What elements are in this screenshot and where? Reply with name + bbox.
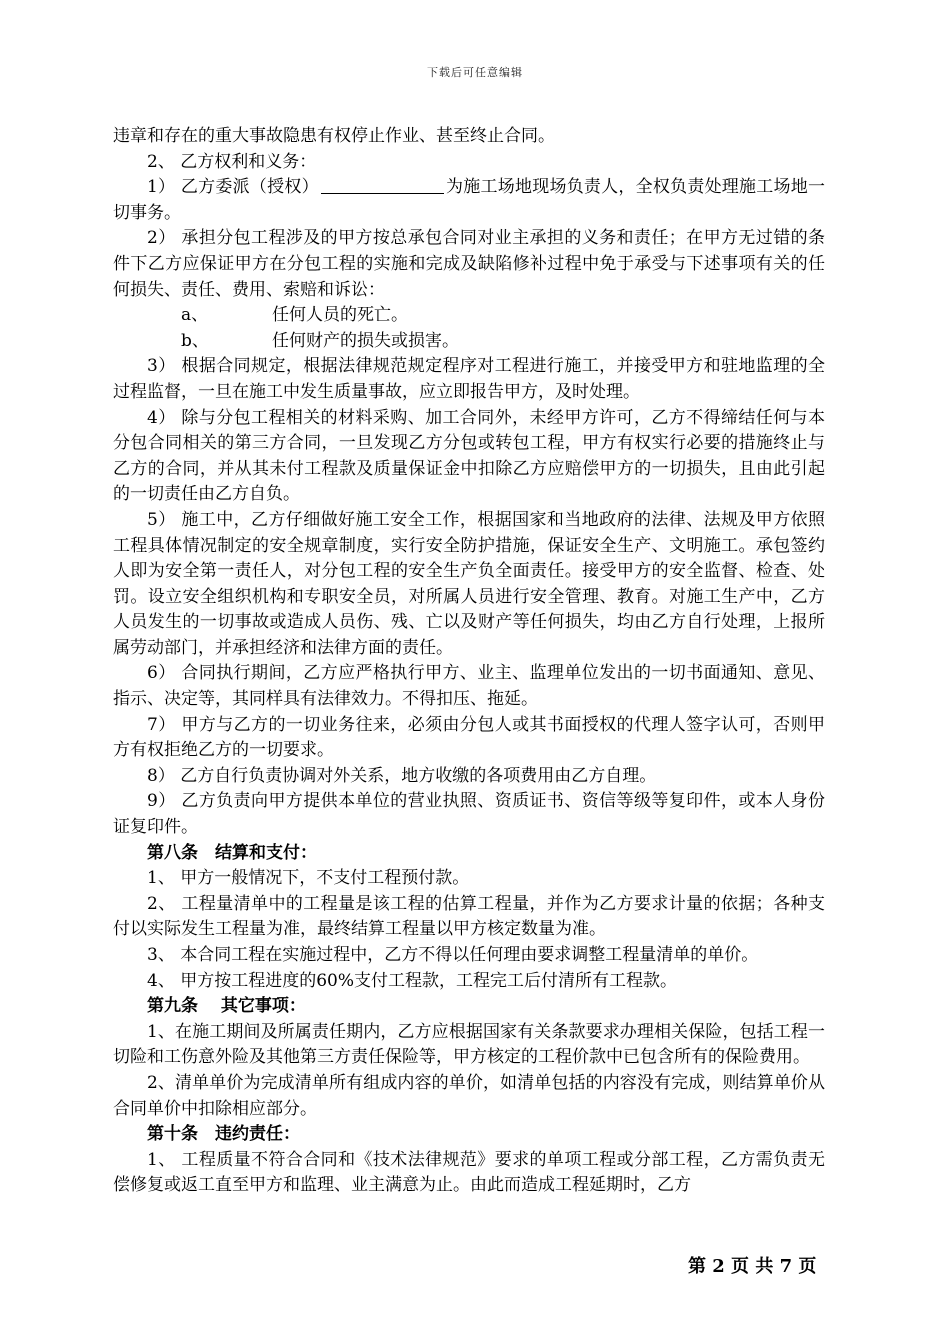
list-item-text: 任何财产的损失或损害。 xyxy=(272,330,459,351)
paragraph-text: 1） 乙方委派（授权） xyxy=(147,177,319,198)
list-item-label: b、 xyxy=(181,330,209,351)
paragraph xyxy=(113,175,825,226)
article-heading-8: 第八条 结算和支付： xyxy=(147,842,317,863)
paragraph: 9） 乙方负责向甲方提供本单位的营业执照、资质证书、资信等级等复印件，或本人身份证复印件。 xyxy=(113,791,825,838)
paragraph: 6） 合同执行期间，乙方应严格执行甲方、业主、监理单位发出的一切书面通知、意见、指示、决定等，其同样具有法律效力。不得扣压、拖延。 xyxy=(113,663,825,710)
paragraph: 3、 本合同工程在实施过程中，乙方不得以任何理由要求调整工程量清单的单价。 xyxy=(147,945,759,965)
paragraph: 1、 工程质量不符合合同和《技术法律规范》要求的单项工程或分部工程，乙方需负责无偿修复或返工直至甲方和监理、业主满意为止。由此而造成工程延期时，乙方 xyxy=(113,1149,825,1196)
paragraph: 4、 甲方按工程进度的60%支付工程款，工程完工后付清所有工程款。 xyxy=(147,970,678,991)
paragraph: 1、 甲方一般情况下，不支付工程预付款。 xyxy=(147,868,470,889)
article-heading-9: 第九条 其它事项： xyxy=(147,996,306,1017)
list-item xyxy=(113,303,825,329)
paragraph: 2、 工程量清单中的工程量是该工程的估算工程量，并作为乙方要求计量的依据；各种支付以实际发生工程量为准，最终结算工程量以甲方核定数量为准。 xyxy=(113,893,825,940)
list-item-text: 任何人员的死亡。 xyxy=(272,305,408,326)
section-heading: 2、 乙方权利和义务： xyxy=(147,151,317,172)
paragraph-text: 为施工场地现场负责人，全权负责处理施工场地一切事务。 xyxy=(113,177,825,223)
page-number: 第 2 页 共 7 页 xyxy=(688,1256,817,1277)
document-body xyxy=(113,124,825,1199)
paragraph: 4） 除与分包工程相关的材料采购、加工合同外，未经甲方许可，乙方不得缔结任何与本分包合同相关的第三方合同，一旦发现乙方分包或转包工程，甲方有权实行必要的措施终止与乙方的合同，并从其未付工程款及质量保证金中扣除乙方应赔偿甲方的一切损失，且由此引起的一切责任由乙方自负。 xyxy=(113,407,825,505)
article-heading-10: 第十条 违约责任： xyxy=(147,1124,300,1145)
paragraph: 2） 承担分包工程涉及的甲方按总承包合同对业主承担的义务和责任；在甲方无过错的条件下乙方应保证甲方在分包工程的实施和完成及缺陷修补过程中免于承受与下述事项有关的任何损失、责任、费用、索赔和诉讼： xyxy=(113,228,825,300)
list-item-label: a、 xyxy=(181,305,209,326)
paragraph: 7） 甲方与乙方的一切业务往来，必须由分包人或其书面授权的代理人签字认可，否则甲方有权拒绝乙方的一切要求。 xyxy=(113,714,825,761)
list-item xyxy=(113,329,825,355)
page-header-note: 下载后可任意编辑 xyxy=(427,66,523,79)
paragraph: 5） 施工中，乙方仔细做好施工安全工作，根据国家和当地政府的法律、法规及甲方依照工程具体情况制定的安全规章制度，实行安全防护措施，保证安全生产、文明施工。承包签约人即为安全第一责任人，对分包工程的安全生产负全面责任。接受甲方的安全监督、检查、处罚。设立安全组织机构和专职安全员，对所属人员进行安全管理、教育。对施工生产中，乙方人员发生的一切事故或造成人员伤、残、亡以及财产等任何损失，均由乙方自行处理，上报所属劳动部门，并承担经济和法律方面的责任。 xyxy=(113,509,825,658)
paragraph: 违章和存在的重大事故隐患有权停止作业、甚至终止合同。 xyxy=(113,126,555,146)
fill-in-blank xyxy=(321,175,444,194)
paragraph: 3） 根据合同规定，根据法律规范规定程序对工程进行施工，并接受甲方和驻地监理的全过程监督，一旦在施工中发生质量事故，应立即报告甲方，及时处理。 xyxy=(113,356,825,402)
paragraph: 8） 乙方自行负责协调对外关系，地方收缴的各项费用由乙方自理。 xyxy=(147,765,657,786)
paragraph: 1、在施工期间及所属责任期内，乙方应根据国家有关条款要求办理相关保险，包括工程一切险和工伤意外险及其他第三方责任保险等，甲方核定的工程价款中已包含所有的保险费用。 xyxy=(113,1021,825,1068)
paragraph: 2、清单单价为完成清单所有组成内容的单价，如清单包括的内容没有完成，则结算单价从合同单价中扣除相应部分。 xyxy=(113,1072,825,1119)
